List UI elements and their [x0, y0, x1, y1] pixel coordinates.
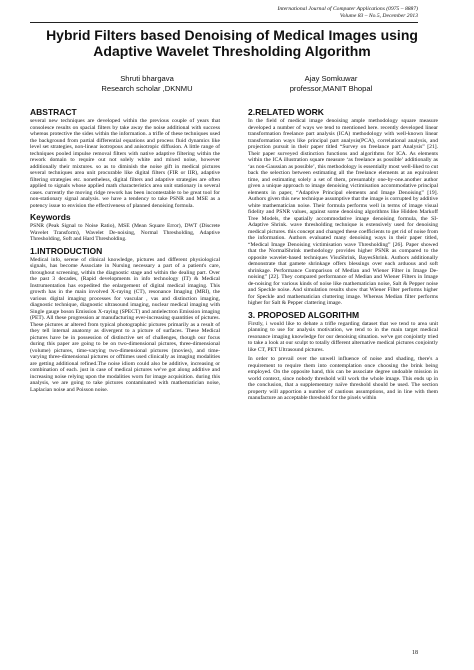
abstract-text: several new techniques are developed within the previous couple of years that consolesce results on spacial filters by take away the noise additional with success whereas protective the sides within the information. a trifle of these techniques used the background from partial differential equations and process fluid dynamics like level set strategies, non-linear isotropous and anisotropic diffusion. A little range of techniques pooled impulse removal filters with native adaptive filtering within the rework domain to require out not solely white and mixed noise, however additionally their mixtures. so as to diminish the noise gift in medical pictures several techniques area unit procurable like digital filters (FIR or IIR), adaptive filtering strategies etc. nonetheless, digital filters and adaptive strategies are often applied to signals whose applied math characteristics area unit stationary in several cases. currently the moving ridge rework has been incontestable to be great tool for non-stationary signal analysis. we have a tendency to take PSNR and MSE as a potency issue to envision the effectiveness of planned denoising formula. — [30, 118, 220, 209]
paper-title: Hybrid Filters based Denoising of Medical Images using Adaptive Wavelet Thresholding Algorithm — [46, 27, 418, 59]
proposed-algorithm-text-2: In order to prevail over the unwell influence of noise and shading, there's a requirement to require them into contemplation once choosing the brink being employed. On the opposite hand, this can be associate degree undoable mission in world context, since nobody threshold will work the whole image. This ends up in the conclusion, that a supplementary naïve threshold should be used. The section property will apportion a number of cautious assumptions, and in line with them manufacture an acceptable threshold for the pixels within — [248, 356, 438, 401]
left-column — [30, 107, 220, 396]
header-rule — [30, 22, 418, 23]
abstract-heading: ABSTRACT — [30, 107, 77, 117]
keywords-heading: Keywords — [30, 212, 71, 222]
proposed-algorithm-heading: 3. PROPOSED ALGORITHM — [248, 309, 360, 320]
keywords-text: PSNR (Peak Signal to Noise Ratio), MSE (Mean Square Error), DWT (Discrete Wavelet Transform), Wavelet De-noising, Normal Thresholding, Adaptive Thresholding, Soft and Hard Thresholding. — [30, 223, 220, 242]
author-2 — [256, 74, 406, 94]
author-name: Shruti bhargava — [120, 74, 174, 83]
author-1 — [72, 74, 222, 94]
proposed-algorithm-text-1: Firstly, i would like to debate a trifle regarding dataset that we tend to area unit planning to use for analysis motivation, we tend to in the main target medical resonance imaging knowledge for our denoising situation. we've got conjointly tried to take a look at our sculpt to totally different alternative medical pictures conjointly like CT, PET Ultrasound pictures. — [248, 320, 438, 353]
related-work-text: In the field of medical image denoising ample methodology square measure developed a number of ways we tend to mentioned here. recently developed linear transformation freelance part analysis (ICA) methodology with well-known linear transformation ways like principal part analysis(PCA), correlational analysis, and projection pursuit in their paper titled “Survey on freelance part Analysis” [21]. Their paper surveyed distinction functions and algorithms for ICA. As elements within the ICA illustration square measure ‘as freelance as possible’ additionally as ‘as non-Gaussian as possible’, this methodology is essentially most well-liked to cut back the selection between estimating all the freelance elements at an equivalent time, and estimating solely a set of them, presumably one-by-one.another author given a unique approach to image denoising victimisation accommodative principal elements in paper, “Adaptive Principal elements and Image Denoising” [19]. Authors given this new technique assumptive that the image is corrupted by additive white mathematician noise. Their formula performs well in terms of image visual fidelity and PSNR values, against some denoising algorithms like Hidden Markoff Tree Models, the spatially accommodative image denoising formula, the SI-Adaptive Shrink. wave thresholding technique is extensively used for denoising medical pictures. this concept and changed these coefficients to get rid of noise from the information. Authors evaluated many denoising ways in their paper titled, “Medical Image Denoising victimisation wave Thresholding” [26]. Paper showed that the NormalShrink methodology provides higher PSNR as compared to the opposite wavelet-based techniques VisuShrink, BayesShrink. Authors additionally demonstrate that gamete shrinkage offers blessings over each arduous and soft shrinkage. Performance Comparison of Median and Wiener Filter in Image De-noising” [22]. They compared performance of Median and Wiener Filters in Image de-noising for various kinds of noise like mathematician noise, Salt & Pepper noise and Speckle noise. And simulation results show that Wiener Filter performs higher for Speckle and mathematician cluttering image. Whereas Median filter performs higher for Salt & Pepper clattering image. — [248, 118, 438, 306]
journal-header — [277, 6, 418, 20]
author-affiliation: professor,MANIT Bhopal — [289, 84, 373, 93]
author-affiliation: Research scholar ,DKNMU — [101, 84, 193, 93]
related-work-heading: 2.RELATED WORK — [248, 107, 324, 117]
journal-name: International Journal of Computer Applications (0975 – 8887) — [277, 6, 418, 12]
author-name: Ajay Somkuwar — [304, 74, 358, 83]
introduction-heading: 1.INTRODUCTION — [30, 245, 103, 256]
right-column — [248, 107, 438, 405]
journal-volume: Volume 83 – No.5, December 2013 — [339, 13, 418, 19]
introduction-text: Medical info, serene of clinical knowledge, pictures and different physiological signals, has become Associate in Nursing necessary a part of a patient's care, throughout screening, within the diagnostic stage and within the dealing part. Over the past 3 decades, (Rapid developments in info technology (IT) & Medical Instrumentation has expedited the enlargement of digital medical imaging. This growth has in the main involved X-raying (CT), resonance Imaging (MRI), the various digital imaging processes for vascular , vas and distinction imaging, diagnostic technique, diagnostic ultrasound imaging, nuclear medical imaging with Single gauge boson Emission X-raying (SPECT) and antielectron Emission imaging (PET). All these progression ar manufacturing ever-increasing quantities of pictures. These pictures ar altered from typical photographic pictures primarily as a result of they tell internal anatomy as divergent to a picture of surfaces. These Medical pictures have be in possession of distinctive set of challenges, though our focus during this paper are going to be on two-dimensional pictures, three-dimensional (volume) pictures, time-varying two-dimensional pictures (movies), and time-varying three-dimensional pictures or offtimes used clinically as imaging modalities are getting additional refined.The noise idiom could also be additive, increasing or combination of each. just in case of medical pictures we've got along additive and increasing noise relying upon the modalities worn for image acquisition. during this analysis, we are going to take pictures contaminated with mathematician noise, Laplacian noise and Poisson noise. — [30, 256, 220, 393]
page-number: 18 — [412, 650, 418, 656]
